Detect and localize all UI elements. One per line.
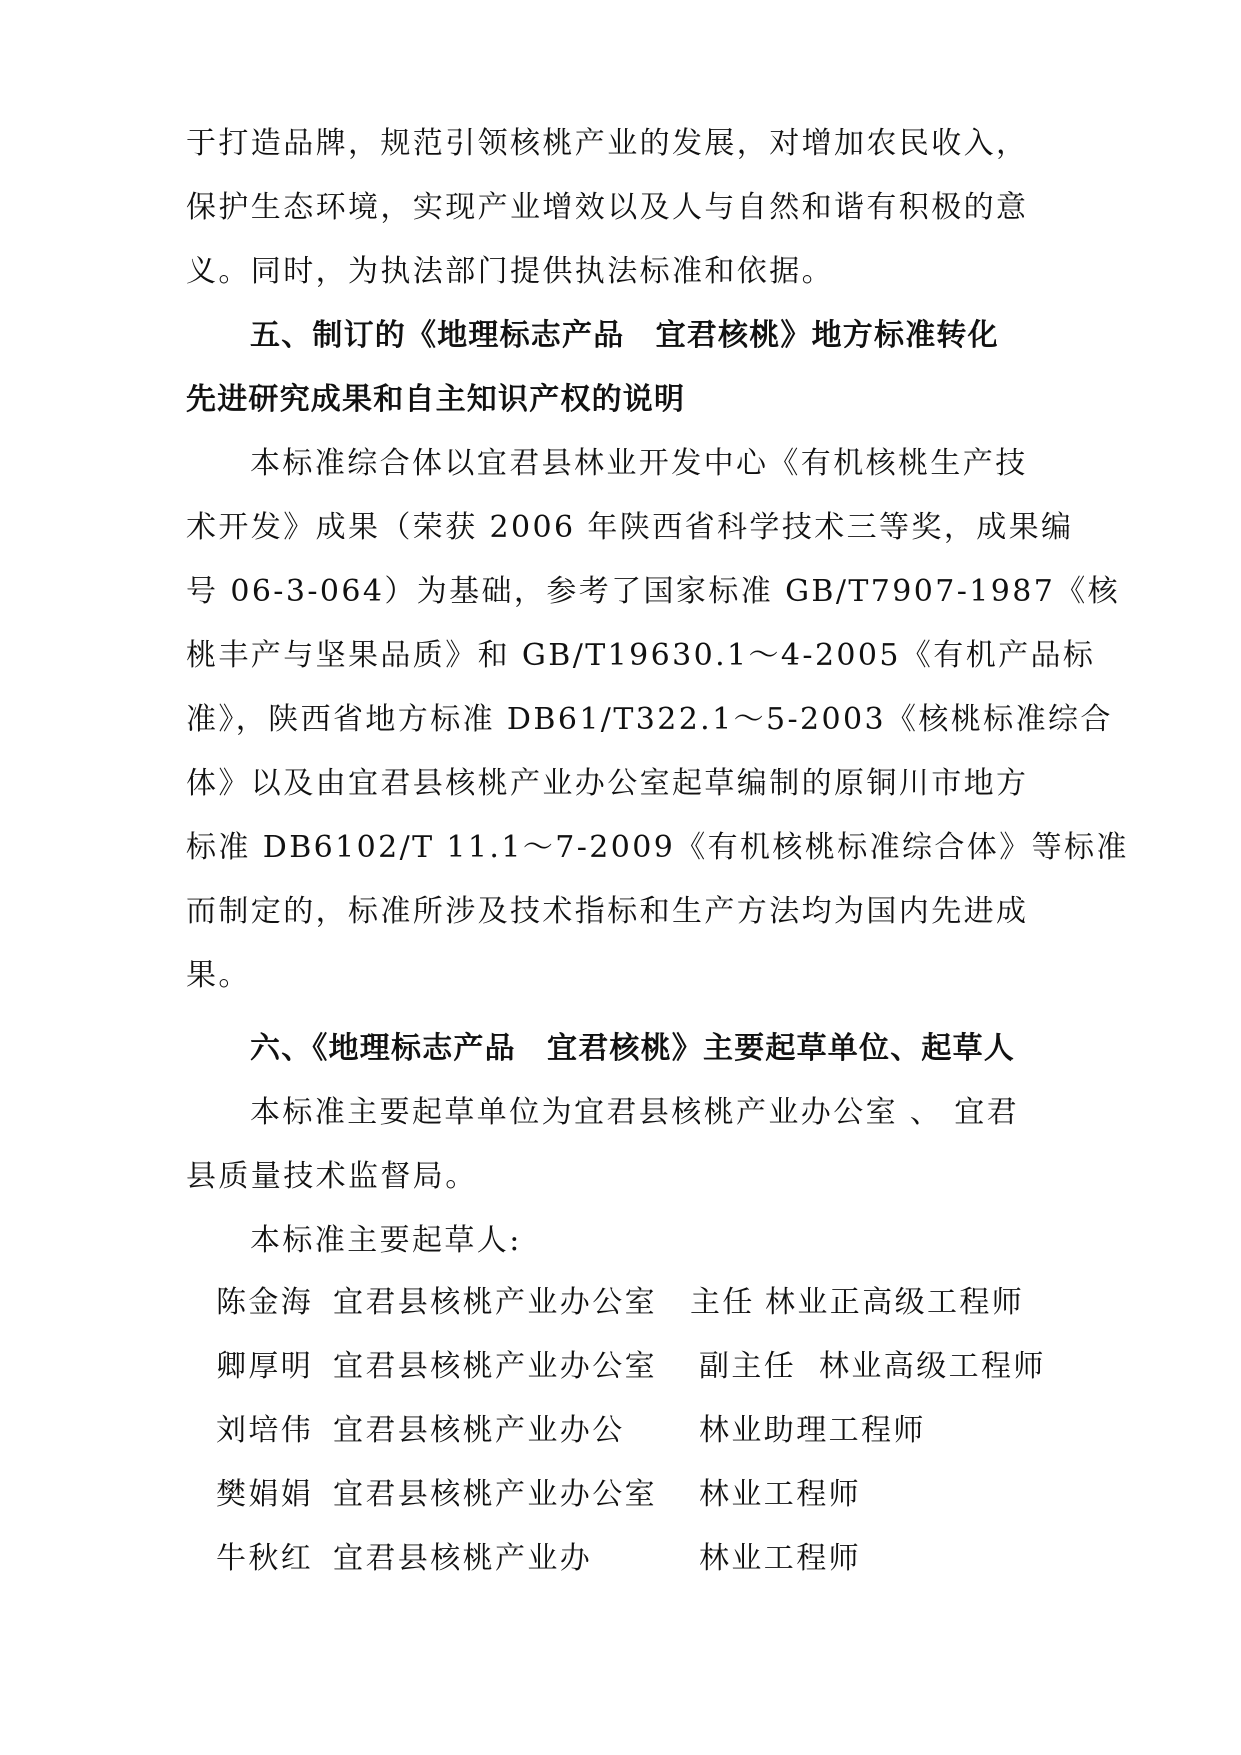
paragraph-line: 义。同时，为执法部门提供执法标准和依据。 xyxy=(186,254,834,289)
paragraph-line: 术开发》成果（荣获 2006 年陕西省科学技术三等奖，成果编 xyxy=(186,510,1074,545)
drafter-row xyxy=(216,1271,1076,1335)
heading-line: 五、制订的《地理标志产品 宜君核桃》地方标准转化 xyxy=(250,318,999,353)
drafter-org: 宜君县核桃产业办公室 xyxy=(333,1349,657,1384)
paragraph-line: 果。 xyxy=(186,958,251,993)
drafter-name: 牛秋红 xyxy=(216,1541,314,1576)
drafter-title: 副主任 xyxy=(699,1349,797,1384)
drafters-list xyxy=(216,1271,1076,1591)
drafter-name: 卿厚明 xyxy=(216,1349,314,1384)
paragraph-line: 本标准主要起草单位为宜君县核桃产业办公室 、 宜君 xyxy=(250,1095,1020,1130)
drafter-org: 宜君县核桃产业办公室 xyxy=(333,1477,657,1512)
drafter-rank: 林业正高级工程师 xyxy=(765,1285,1025,1320)
paragraph-line: 保护生态环境，实现产业增效以及人与自然和谐有积极的意 xyxy=(186,190,1029,225)
drafter-org: 宜君县核桃产业办公室 xyxy=(333,1285,657,1320)
drafter-name: 樊娟娟 xyxy=(216,1477,314,1512)
drafter-row xyxy=(216,1399,1076,1463)
paragraph-line: 于打造品牌，规范引领核桃产业的发展，对增加农民收入， xyxy=(186,126,1029,161)
paragraph-line: 体》以及由宜君县核桃产业办公室起草编制的原铜川市地方 xyxy=(186,766,1029,801)
section-5-body xyxy=(186,432,1129,1008)
drafter-row xyxy=(216,1527,1076,1591)
paragraph-line: 号 06-3-064）为基础，参考了国家标准 GB/T7907-1987《核 xyxy=(186,574,1121,609)
drafter-rank: 林业助理工程师 xyxy=(699,1413,926,1448)
drafter-row xyxy=(216,1335,1076,1399)
paragraph-line: 标准 DB6102/T 11.1～7-2009《有机核桃标准综合体》等标准 xyxy=(186,830,1129,865)
drafter-name: 陈金海 xyxy=(216,1285,314,1320)
heading-line: 先进研究成果和自主知识产权的说明 xyxy=(186,382,686,417)
paragraph-line: 准》，陕西省地方标准 DB61/T322.1～5-2003《核桃标准综合 xyxy=(186,702,1113,737)
section-6-heading xyxy=(186,1017,1066,1081)
paragraph-line: 本标准主要起草人: xyxy=(250,1223,522,1258)
drafter-row xyxy=(216,1463,1076,1527)
drafter-title: 主任 xyxy=(690,1285,755,1320)
heading-line: 六、《地理标志产品 宜君核桃》主要起草单位、起草人 xyxy=(250,1031,1015,1066)
intro-paragraph xyxy=(186,112,1066,304)
paragraph-line: 本标准综合体以宜君县林业开发中心《有机核桃生产技 xyxy=(250,446,1028,481)
paragraph-line: 县质量技术监督局。 xyxy=(186,1159,478,1194)
drafting-units-paragraph xyxy=(186,1081,1066,1209)
drafter-org: 宜君县核桃产业办公 xyxy=(333,1413,625,1448)
drafter-rank: 林业工程师 xyxy=(699,1477,861,1512)
section-5-heading xyxy=(186,304,1066,432)
drafter-org: 宜君县核桃产业办 xyxy=(333,1541,593,1576)
paragraph-line: 而制定的，标准所涉及技术指标和生产方法均为国内先进成 xyxy=(186,894,1029,929)
drafter-rank: 林业高级工程师 xyxy=(819,1349,1046,1384)
drafters-intro xyxy=(186,1209,1066,1273)
paragraph-line: 桃丰产与坚果品质》和 GB/T19630.1～4-2005《有机产品标 xyxy=(186,638,1096,673)
drafter-rank: 林业工程师 xyxy=(699,1541,861,1576)
drafter-name: 刘培伟 xyxy=(216,1413,314,1448)
